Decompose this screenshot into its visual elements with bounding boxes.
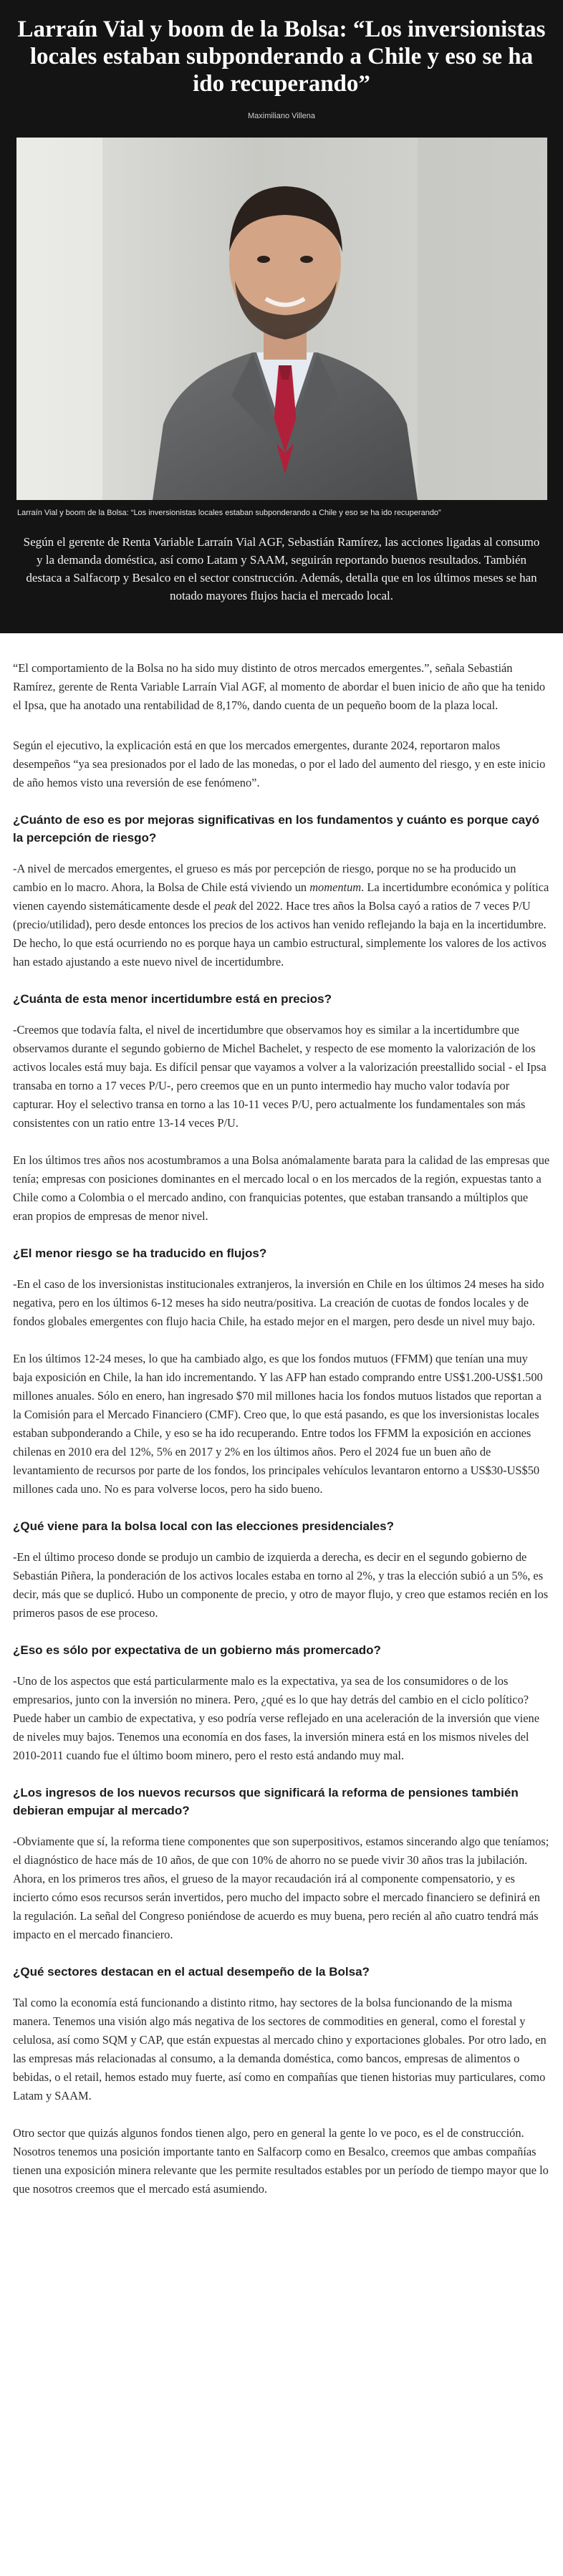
question-heading: ¿Los ingresos de los nuevos recursos que significará la reforma de pensiones también debieran empujar al mercado? [13, 1786, 519, 1817]
article-lead: Según el gerente de Renta Variable Larraín Vial AGF, Sebastián Ramírez, las acciones ligadas al consumo y la demanda doméstica, así como Latam y SAAM, seguirán reportando buenos resultados. También destaca a Salfacorp y Besalco en el sector construcción. Además, detalla que en los últimos meses se han notado mayores flujos hacia el mercado local. [23, 535, 540, 602]
author-name: Maximiliano Villena [248, 112, 315, 120]
question-heading: ¿Cuánto de eso es por mejoras significativas en los fundamentos y cuánto es porque cayó la percepción de riesgo? [13, 813, 539, 845]
article-body [0, 633, 563, 2231]
answer-emphasis: peak [213, 899, 236, 913]
answer-paragraph: -En el último proceso donde se produjo un cambio de izquierda a derecha, es decir en el segundo gobierno de Sebastián Piñera, la ponderación de los activos locales estaba en torno al 2%, y tras la elección subió a un 5%, es decir, más que se duplicó. Hubo un componente de precio, y otro de mayor flujo, y creo que estamos recién en los primeros pasos de ese proceso. [13, 1550, 549, 1620]
answer-paragraph: En los últimos 12-24 meses, lo que ha cambiado algo, es que los fondos mutuos (FFMM) que tenían una muy baja exposición en Chile, la han ido incrementando. Y las AFP han estado comprando entre US$1.200-US$1.500 millones anuales. Sólo en enero, han ingresado $70 mil millones hacia los fondos mutuos listados que reportan a la Comisión para el Mercado Financiero (CMF). Creo que, lo que está pasando, es que los inversionistas locales estaban subponderando a Chile, y eso se ha ido recuperando. Entre todos los FFMM la exposición en acciones chilenas en 2010 era del 12%, 5% en 2017 y 2% en los últimos años. Pero el 2024 fue un buen año de levantamiento de recursos por parte de los fondos, los principales vehículos levantaron entorno a US$30-US$50 millones cada uno. No es para volverse locos, pero ha sido bueno. [13, 1352, 543, 1496]
paragraph: Según el ejecutivo, la explicación está en que los mercados emergentes, durante 2024, reportaron malos desempeños “ya sea presionados por el lado de las monedas, o por el lado del aumento del riesgo, y en este inicio de año hemos visto una reversión de ese fenómeno”. [13, 739, 546, 789]
question-heading: ¿El menor riesgo se ha traducido en flujos? [13, 1246, 267, 1260]
question-heading: ¿Qué sectores destacan en el actual desempeño de la Bolsa? [13, 1965, 370, 1979]
answer-paragraph: En los últimos tres años nos acostumbramos a una Bolsa anómalamente barata para la calidad de las empresas que tenía; empresas con posiciones dominantes en el mercado local o en los mercados de la región, expuestas tanto a Chile como a Colombia o el mercado andino, con franquicias potentes, que estaban transando a múltiplos que eran propios de empresas de menor nivel. [13, 1153, 550, 1223]
portrait-illustration [16, 138, 547, 500]
article-photo [16, 138, 547, 500]
answer-paragraph: -Creemos que todavía falta, el nivel de incertidumbre que observamos hoy es similar a la incertidumbre que observamos durante el segundo gobierno de Michel Bachelet, y respecto de ese momento la valorización de los activos locales está muy baja. Es difícil pensar que vayamos a volver a la valorización preestallido social - el Ipsa transaba en torno a 17 veces P/U-, pero creemos que en un punto intermedio hay mucho valor todavía por capturar. Hoy el selectivo transa en torno a las 10-11 veces P/U, pero actualmente los fundamentales son más consistentes con un ratio entre 13-14 veces P/U. [13, 1023, 547, 1130]
answer-paragraph: Otro sector que quizás algunos fondos tienen algo, pero en general la gente lo ve poco, es el de construcción. Nosotros tenemos una posición importante tanto en Salfacorp como en Besalco, creemos que ambas compañías tienen una exposición minera relevante que les permite resultados estables por un período de tiempo mayor que lo que nosotros creemos que el mercado está asumiendo. [13, 2126, 549, 2196]
question-heading: ¿Eso es sólo por expectativa de un gobierno más promercado? [13, 1643, 381, 1657]
answer-paragraph: -Obviamente que sí, la reforma tiene componentes que son superpositivos, estamos sincerando algo que teníamos; el diagnóstico de hace más de 10 años, de que con 10% de ahorro no se puede vivir 30 años tras la jubilación. Ahora, en los primeros tres años, el grueso de la mayor recaudación irá al componente compensatorio, y es incierto cómo esos recursos serán invertidos, pero mucho del impacto sobre el mercado financiero se definirá en la regulación. La señal del Congreso poniéndose de acuerdo es muy buena, pero recién al año cuatro tendrá más impacto en el mercado financiero. [13, 1835, 549, 1941]
answer-paragraph: -En el caso de los inversionistas institucionales extranjeros, la inversión en Chile en los últimos 24 meses ha sido negativa, pero en los últimos 6-12 meses ha sido neutra/positiva. La creación de cuotas de fondos locales y de fondos globales emergentes con flujo hacia Chile, ha estado mejor en el margen, pero desde un nivel muy bajo. [13, 1277, 544, 1328]
question-heading: ¿Cuánta de esta menor incertidumbre está en precios? [13, 992, 332, 1006]
article-title: Larraín Vial y boom de la Bolsa: “Los inversionistas locales estaban subponderando a Chile y eso se ha ido recuperando” [17, 16, 546, 97]
answer-text: del 2022. Hace tres años la Bolsa cayó a ratios de 7 veces P/U (precio/utilidad), pero desde entonces los precios de los activos han venido reflejando la baja en la incertidumbre. De hecho, lo que está ocurriendo no es porque haya un cambio estructural, simplemente los valores de los activos han estado ajustando a este nuevo nivel de incertidumbre. [13, 899, 547, 969]
photo-caption: Larraín Vial y boom de la Bolsa: “Los inversionistas locales estaban subponderando a Chile y eso se ha ido recuperando” [17, 509, 441, 517]
answer-emphasis: momentum [309, 880, 362, 894]
paragraph: “El comportamiento de la Bolsa no ha sido muy distinto de otros mercados emergentes.”, señala Sebastián Ramírez, gerente de Renta Variable Larraín Vial AGF, al momento de abordar el buen inicio de año que ha tenido el Ipsa, que ha anotado una rentabilidad de 8,17%, dando cuenta de un pequeño boom de la plaza local. [13, 661, 546, 712]
answer-paragraph: Tal como la economía está funcionando a distinto ritmo, hay sectores de la bolsa funcionando de la misma manera. Tenemos una visión algo más negativa de los sectores de commodities en general, como el forestal y celulosa, así como SQM y CAP, que están expuestas al mercado chino y exportaciones globales. Por otro lado, en las empresas más relacionadas al consumo, a la demanda doméstica, como bancos, empresas de alimentos o bebidas, o el retail, hemos estado muy fuerte, así como en compañías que tienen historias muy particulares, como Latam y SAAM. [13, 1996, 547, 2102]
answer-text: . La incertidumbre económica y política vienen cayendo sistemáticamente desde el [13, 880, 549, 913]
answer-paragraph: -Uno de los aspectos que está particularmente malo es la expectativa, ya sea de los consumidores o de los empresarios, junto con la inversión no minera. Pero, ¿qué es lo que hay detrás del cambio en el ciclo político? Puede haber un cambio de expectativa, y eso podría verse reflejado en una aceleración de la inversión que viene de niveles muy bajos. Tenemos una economía en dos fases, la inversión minera está en los mismos niveles del 2010-2011 cuando fue el último boom minero, pero el resto está andando muy mal. [13, 1674, 539, 1762]
answer-text: -A nivel de mercados emergentes, el grueso es más por percepción de riesgo, porque no se ha producido un cambio en lo macro. Ahora, la Bolsa de Chile está viviendo un [13, 862, 516, 894]
answer-paragraph [13, 860, 550, 971]
article-hero [0, 0, 563, 633]
question-heading: ¿Qué viene para la bolsa local con las elecciones presidenciales? [13, 1519, 394, 1533]
